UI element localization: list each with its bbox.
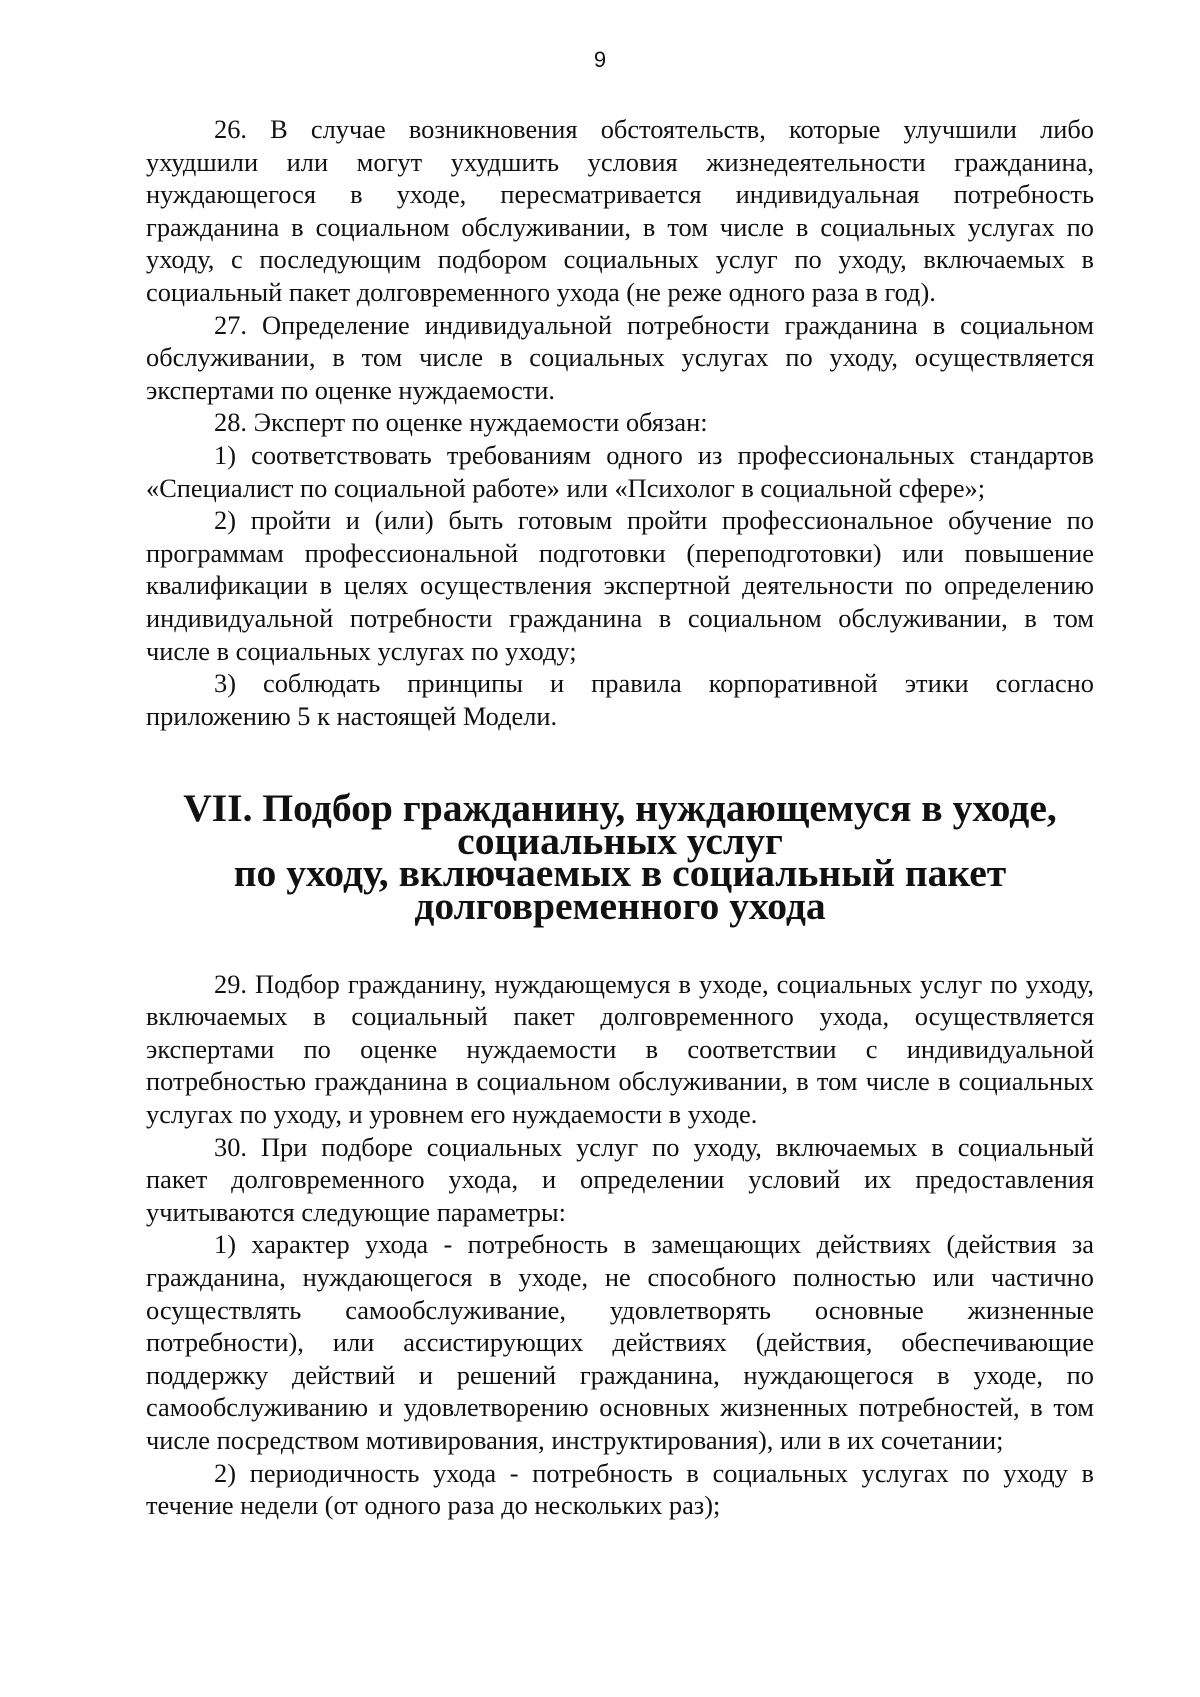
document-body — [146, 113, 1094, 1522]
list-item-30-2: 2) периодичность ухода - потребность в социальных услугах по уходу в течение недели (от одного раза до нескольких раз); — [146, 1457, 1094, 1521]
section-heading — [146, 786, 1094, 929]
paragraph-30: 30. При подборе социальных услуг по уходу, включаемых в социальный пакет долговременного ухода, и определении условий их предоставления учитываются следующие параметры: — [146, 1131, 1094, 1227]
paragraph-29: 29. Подбор гражданину, нуждающемуся в уходе, социальных услуг по уходу, включаемых в социальный пакет долговременного ухода, осуществляется экспертами по оценке нуждаемости в соответствии с индивидуальной потребностью гражданина в социальном обслуживании, в том числе в социальных услугах по уходу, и уровнем его нуждаемости в уходе. — [146, 968, 1094, 1130]
section-heading-line-1: VII. Подбор гражданину, нуждающемуся в уходе, социальных услуг — [183, 786, 1057, 863]
list-item-28-2: 2) пройти и (или) быть готовым пройти профессиональное обучение по программам профессиональной подготовки (переподготовки) или повышение квалификации в целях осуществления экспертной деятельности по определению индивидуальной потребности гражданина в социальном обслуживании, в том числе в социальных услугах по уходу; — [146, 505, 1094, 666]
section-heading-line-2: по уходу, включаемых в социальный пакет долговременного ухода — [233, 851, 1007, 929]
paragraph-28: 28. Эксперт по оценке нуждаемости обязан: — [214, 407, 708, 438]
list-item-28-3: 3) соблюдать принципы и правила корпоративной этики согласно приложению 5 к настоящей Модели. — [146, 668, 1094, 731]
paragraph-26: 26. В случае возникновения обстоятельств, которые улучшили либо ухудшили или могут ухудшить условия жизнедеятельности гражданина, нуждающегося в уходе, пересматривается индивидуальная потребность гражданина в социальном обслуживании, в том числе в социальных услугах по уходу, с последующим подбором социальных услуг по уходу, включаемых в социальный пакет долговременного ухода (не реже одного раза в год). — [146, 114, 1094, 307]
paragraph-27: 27. Определение индивидуальной потребности гражданина в социальном обслуживании, в том числе в социальных услугах по уходу, осуществляется экспертами по оценке нуждаемости. — [146, 309, 1094, 405]
page-number: 9 — [593, 47, 607, 72]
list-item-30-1: 1) характер ухода - потребность в замещающих действиях (действия за гражданина, нуждающегося в уходе, не способного полностью или частично осуществлять самообслуживание, удовлетворять основные жизненные потребности), или ассистирующих действиях (действия, обеспечивающие поддержку действий и решений гражданина, нуждающегося в уходе, по самообслуживанию и удовлетворению основных жизненных потребностей, в том числе посредством мотивирования, инструктирования), или в их сочетании; — [146, 1229, 1094, 1455]
list-item-28-1: 1) соответствовать требованиям одного из профессиональных стандартов «Специалист по социальной работе» или «Психолог в социальной сфере»; — [146, 439, 1094, 503]
